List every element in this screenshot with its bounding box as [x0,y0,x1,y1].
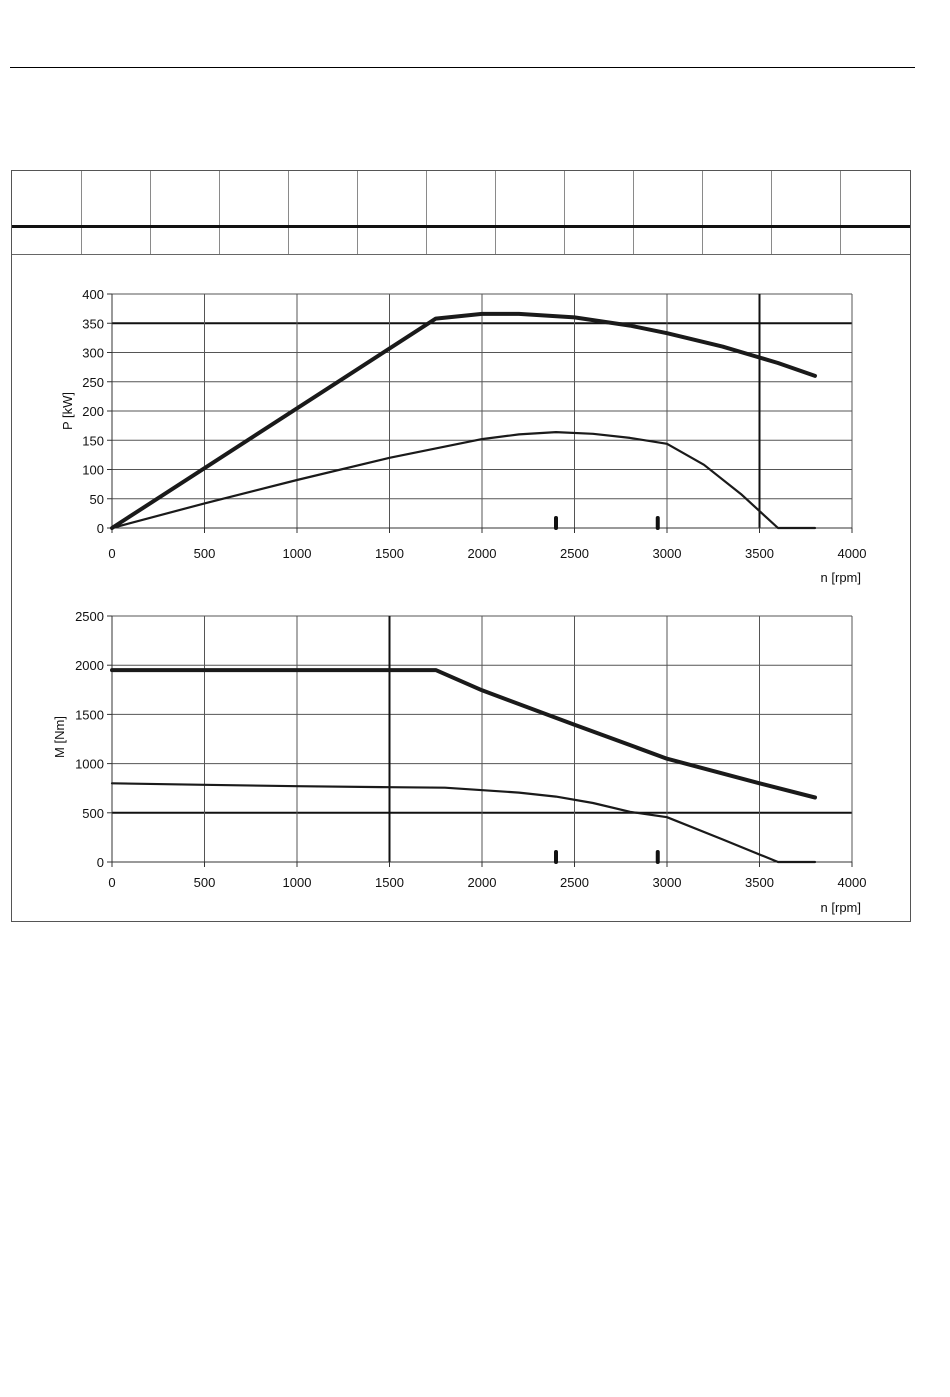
x-tick-label: 500 [193,875,216,890]
y-tick-label: 100 [82,462,104,478]
y-axis-title: M [Nm] [52,716,67,758]
x-tick-label: 500 [193,546,216,561]
x-tick-label: 3000 [652,546,682,561]
x-tick-label: 3000 [652,875,682,890]
x-tick-label: 1000 [282,875,312,890]
series-line-partial-torque [112,783,815,862]
y-tick-label: 400 [82,287,104,302]
x-tick-label: 1000 [282,546,312,561]
y-tick-label: 200 [82,404,104,419]
y-tick-label: 50 [89,491,104,507]
x-tick-label: 3500 [745,875,774,890]
x-tick-label: 0 [108,875,116,890]
x-tick-label: 2500 [560,875,589,890]
x-tick-label: 2500 [560,546,589,561]
y-tick-label: 0 [96,521,104,536]
x-axis-title: n [rpm] [820,900,861,915]
y-tick-label: 500 [82,805,104,821]
x-tick-label: 3500 [745,546,774,561]
series-line-partial-power [112,432,815,528]
chart-1 [60,287,866,585]
y-tick-label: 1000 [75,756,104,772]
x-tick-label: 1500 [375,546,404,561]
x-tick-label: 2000 [467,546,497,561]
x-tick-label: 2000 [467,875,497,890]
series-line-max-power [112,314,815,528]
x-axis-title: n [rpm] [820,570,861,585]
x-tick-label: 4000 [837,875,867,890]
x-tick-label: 0 [108,546,116,561]
x-tick-label: 1500 [375,875,404,890]
y-axis-title: P [kW] [60,391,75,431]
y-tick-label: 250 [82,374,104,390]
y-tick-label: 2000 [75,658,104,674]
y-tick-label: 2500 [75,609,104,624]
chart-2 [52,609,866,915]
y-tick-label: 300 [82,345,104,361]
y-tick-label: 1500 [75,707,104,723]
y-tick-label: 350 [82,316,104,332]
series-line-max-torque [112,670,815,797]
y-tick-label: 0 [96,855,104,870]
x-tick-label: 4000 [837,546,867,561]
y-tick-label: 150 [82,433,104,449]
